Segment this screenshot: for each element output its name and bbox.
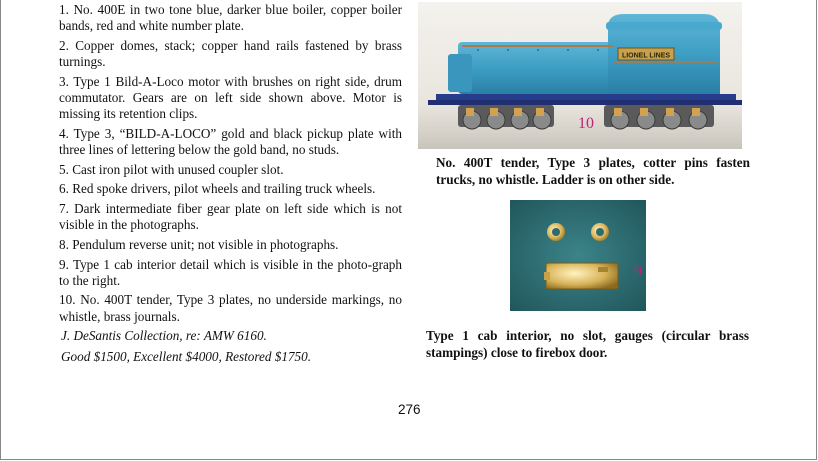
note-9: 9. Type 1 cab interior detail which is visible in the photo-graph to the right.: [59, 256, 402, 288]
note-2: 2. Copper domes, stack; copper hand rails fastened by brass turnings.: [59, 37, 402, 70]
cab-number-label: 9: [634, 263, 642, 280]
tender-number-label: 10: [578, 115, 594, 132]
gauge-right: [591, 223, 609, 241]
cab-interior-photo: [510, 200, 646, 311]
tender-photo: [418, 2, 742, 149]
note-8: 8. Pendulum reverse unit; not visible in photographs.: [59, 236, 339, 252]
notes-column: [59, 2, 402, 369]
note-6: 6. Red spoke drivers, pilot wheels and trailing truck wheels.: [59, 181, 376, 197]
front-truck: [458, 105, 554, 129]
price-guide: Good $1500, Excellent $4000, Restored $1750.: [61, 348, 312, 364]
note-10: 10. No. 400T tender, Type 3 plates, no underside markings, no whistle, brass journals.: [59, 292, 402, 324]
note-7: 7. Dark intermediate fiber gear plate on left side which is not visible in the photographs.: [59, 201, 402, 233]
rear-truck: [604, 105, 714, 129]
cab-caption: Type 1 cab interior, no slot, gauges (circular brass stampings) close to firebox door.: [426, 328, 749, 360]
tender-caption: No. 400T tender, Type 3 plates, cotter pins fasten trucks, no whistle. Ladder is on other side.: [436, 155, 750, 187]
note-5: 5. Cast iron pilot with unused coupler slot.: [59, 161, 284, 177]
tender-nameplate-text: LIONEL LINES: [621, 52, 671, 60]
note-3: 3. Type 1 Bild-A-Loco motor with brushes on right side, drum commutator. Gears are on left side shown above. Motor is missing its retention clips.: [59, 73, 402, 122]
page-number: 276: [398, 402, 421, 417]
note-1: 1. No. 400E in two tone blue, darker blue boiler, copper boiler bands, red and white number plate.: [59, 2, 402, 34]
note-4: 4. Type 3, “BILD-A-LOCO” gold and black pickup plate with three lines of lettering below the gold band, no studs.: [59, 125, 402, 158]
collection-credit: J. DeSantis Collection, re: AMW 6160.: [61, 328, 267, 344]
firebox-door: [544, 263, 618, 289]
gauge-left: [547, 223, 565, 241]
